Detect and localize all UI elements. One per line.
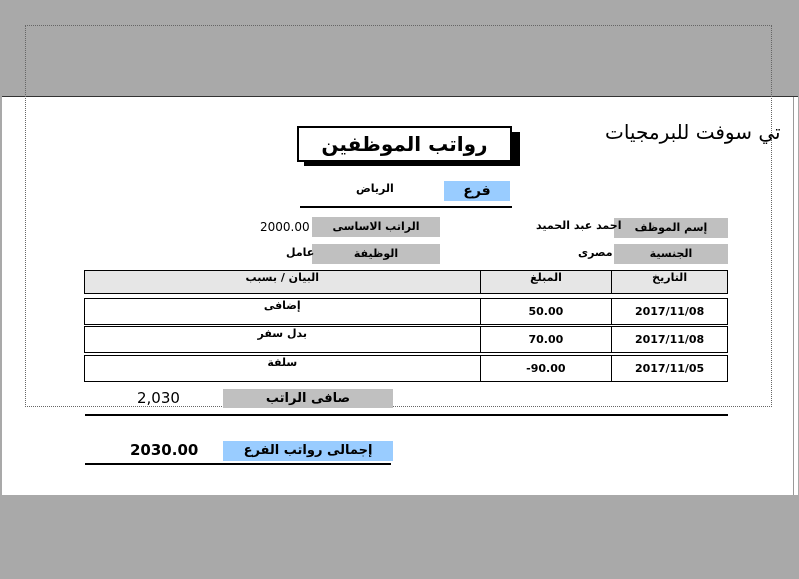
row-amount: -90.00 <box>480 356 612 382</box>
header-description: البيان / بسبب <box>85 271 481 294</box>
details-table-header <box>84 270 728 294</box>
basic-salary-value: 2000.00 <box>260 220 310 234</box>
row-amount: 50.00 <box>480 299 612 325</box>
net-salary-label: صافى الراتب <box>223 389 393 408</box>
job-label: الوظيفة <box>312 244 440 264</box>
nationality-value: مصرى <box>578 246 613 259</box>
company-name: تي سوفت للبرمجيات <box>605 120 781 144</box>
row-description: إضافى <box>85 299 481 325</box>
branch-total-value: 2030.00 <box>130 441 199 459</box>
net-salary-value: 2,030 <box>137 389 180 407</box>
header-amount: المبلغ <box>480 271 612 294</box>
net-salary-underline <box>85 414 728 416</box>
row-date: 2017/11/08 <box>612 299 728 325</box>
branch-total-label: إجمالى رواتب الفرع <box>223 441 393 461</box>
job-value: عامل <box>286 246 315 259</box>
employee-name-label: إسم الموظف <box>614 218 728 238</box>
row-date: 2017/11/08 <box>612 327 728 353</box>
row-description: بدل سفر <box>85 327 481 353</box>
basic-salary-label: الراتب الاساسى <box>312 217 440 237</box>
row-description: سلفة <box>85 356 481 382</box>
branch-label: فرع <box>444 181 510 201</box>
table-row <box>84 326 728 353</box>
branch-total-underline <box>85 463 391 465</box>
report-title: رواتب الموظفين <box>297 126 512 162</box>
branch-underline <box>300 206 512 208</box>
nationality-label: الجنسية <box>614 244 728 264</box>
row-date: 2017/11/05 <box>612 356 728 382</box>
page-edge <box>793 97 798 495</box>
employee-name-value: احمد عبد الحميد <box>536 219 622 232</box>
row-amount: 70.00 <box>480 327 612 353</box>
branch-value: الرياض <box>356 182 394 195</box>
header-date: التاريخ <box>612 271 728 294</box>
table-row <box>84 355 728 382</box>
table-row <box>84 298 728 325</box>
